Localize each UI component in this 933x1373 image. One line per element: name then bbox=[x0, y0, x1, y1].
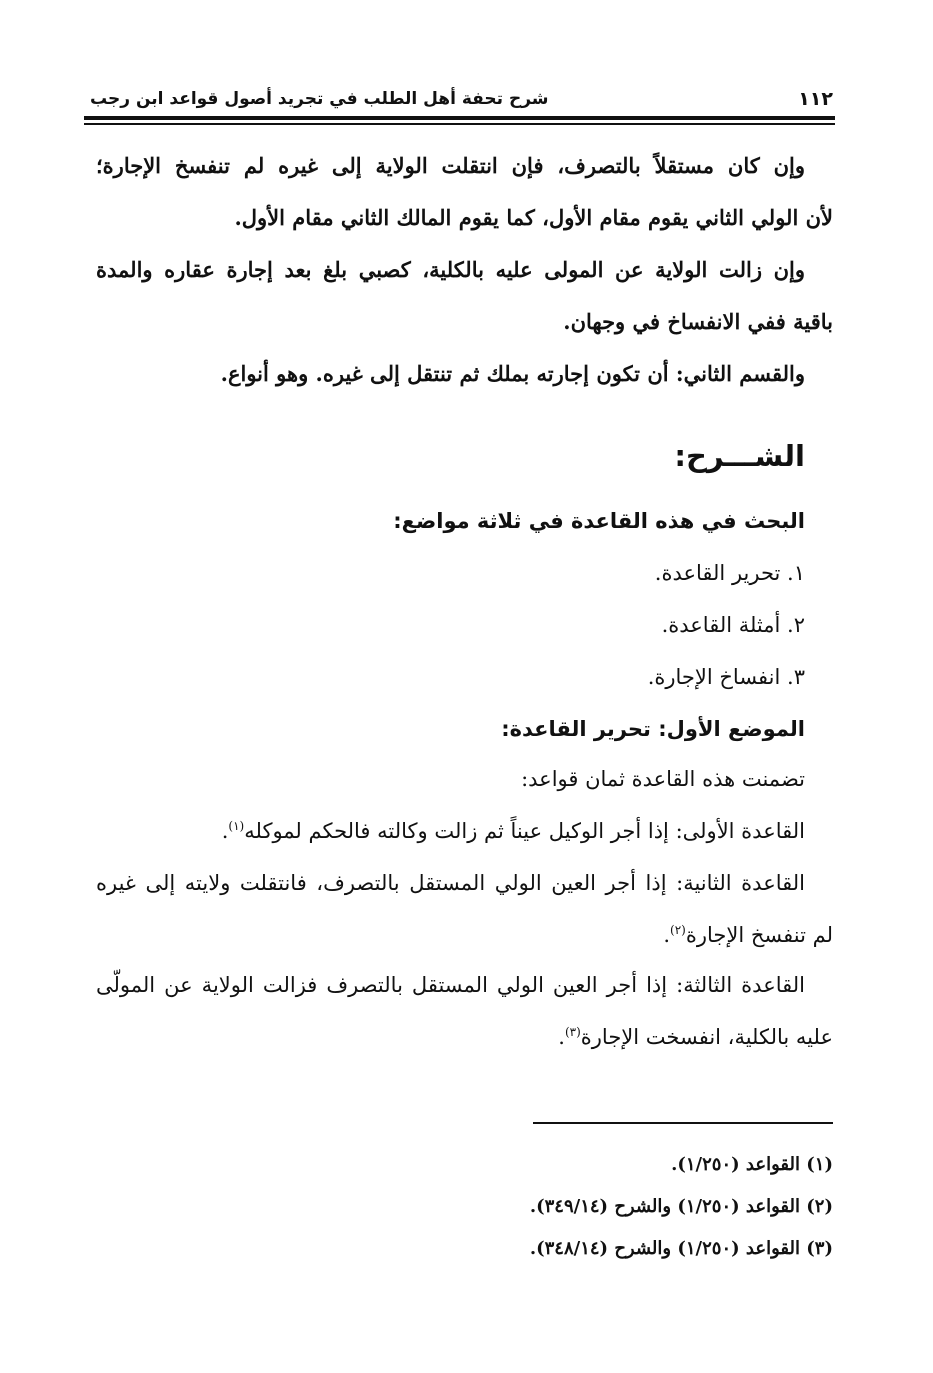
matn-line-1: وإن كان مستقلاً بالتصرف، فإن انتقلت الولاية إلى غيره لم تنفسخ الإجارة؛ bbox=[96, 153, 805, 178]
rule-2-line-1 bbox=[96, 868, 805, 898]
rule-1-text: إذا أجر الوكيل عيناً ثم زالت وكالته فالحكم لموكله bbox=[244, 819, 669, 843]
rule-1-end: . bbox=[221, 819, 229, 843]
matn-line-5: والقسم الثاني: أن تكون إجارته بملك ثم تنتقل إلى غيره. وهو أنواع. bbox=[220, 361, 805, 386]
header-rule-thick bbox=[84, 116, 835, 120]
footnote-2: (٢) القواعد (١/٢٥٠) والشرح (٣٤٩/١٤). bbox=[529, 1196, 833, 1217]
rule-1 bbox=[96, 816, 805, 846]
footnote-ref-3: (٣) bbox=[564, 1025, 581, 1039]
topic-3: ٣. انفساخ الإجارة. bbox=[647, 665, 805, 689]
rule-2-line-2 bbox=[96, 920, 833, 950]
footnote-ref-2: (٢) bbox=[670, 923, 686, 937]
section-intro: تضمنت هذه القاعدة ثمان قواعد: bbox=[521, 767, 805, 791]
section-heading: الموضع الأول: تحرير القاعدة: bbox=[501, 717, 805, 741]
rule-1-label: القاعدة الأولى: bbox=[675, 819, 805, 843]
rule-2-text-cont: لم تنفسخ الإجارة bbox=[685, 923, 833, 947]
rule-3-label: القاعدة الثالثة: bbox=[676, 973, 805, 997]
rule-2-end: . bbox=[663, 923, 671, 947]
page-number: ١١٢ bbox=[798, 88, 833, 110]
topic-1: ١. تحرير القاعدة. bbox=[654, 561, 805, 585]
header-rule bbox=[84, 116, 835, 126]
rule-3-end: . bbox=[558, 1025, 565, 1049]
topic-2: ٢. أمثلة القاعدة. bbox=[661, 613, 805, 637]
running-title: شرح تحفة أهل الطلب في تجريد أصول قواعد ابن رجب bbox=[90, 89, 549, 109]
rule-3-line-1 bbox=[96, 970, 805, 1000]
rule-2-text: إذا أجر العين الولي المستقل بالتصرف، فانتقلت ولايته إلى غيره bbox=[96, 871, 667, 895]
rule-3-text: إذا أجر العين الولي المستقل بالتصرف فزالت الولاية عن المولّى bbox=[96, 973, 668, 997]
header-rule-thin bbox=[84, 123, 835, 125]
sharh-heading: الشـــرح: bbox=[674, 439, 805, 473]
rule-3-line-2 bbox=[96, 1022, 833, 1052]
intro-heading: البحث في هذه القاعدة في ثلاثة مواضع: bbox=[393, 509, 805, 533]
footnote-3: (٣) القواعد (١/٢٥٠) والشرح (٣٤٨/١٤). bbox=[529, 1238, 833, 1259]
rule-3-text-cont: عليه بالكلية، انفسخت الإجارة bbox=[580, 1025, 833, 1049]
footnote-1: (١) القواعد (١/٢٥٠). bbox=[671, 1154, 833, 1175]
matn-line-4: باقية ففي الانفساخ في وجهان. bbox=[563, 309, 833, 334]
footnote-ref-1: (١) bbox=[228, 819, 245, 833]
footnote-separator bbox=[533, 1122, 833, 1124]
matn-line-2: لأن الولي الثاني يقوم مقام الأول، كما يقوم المالك الثاني مقام الأول. bbox=[234, 205, 833, 230]
matn-line-3: وإن زالت الولاية عن المولى عليه بالكلية، كصبي بلغ بعد إجارة عقاره والمدة bbox=[96, 257, 805, 282]
running-header bbox=[90, 82, 833, 116]
rule-2-label: القاعدة الثانية: bbox=[676, 871, 805, 895]
